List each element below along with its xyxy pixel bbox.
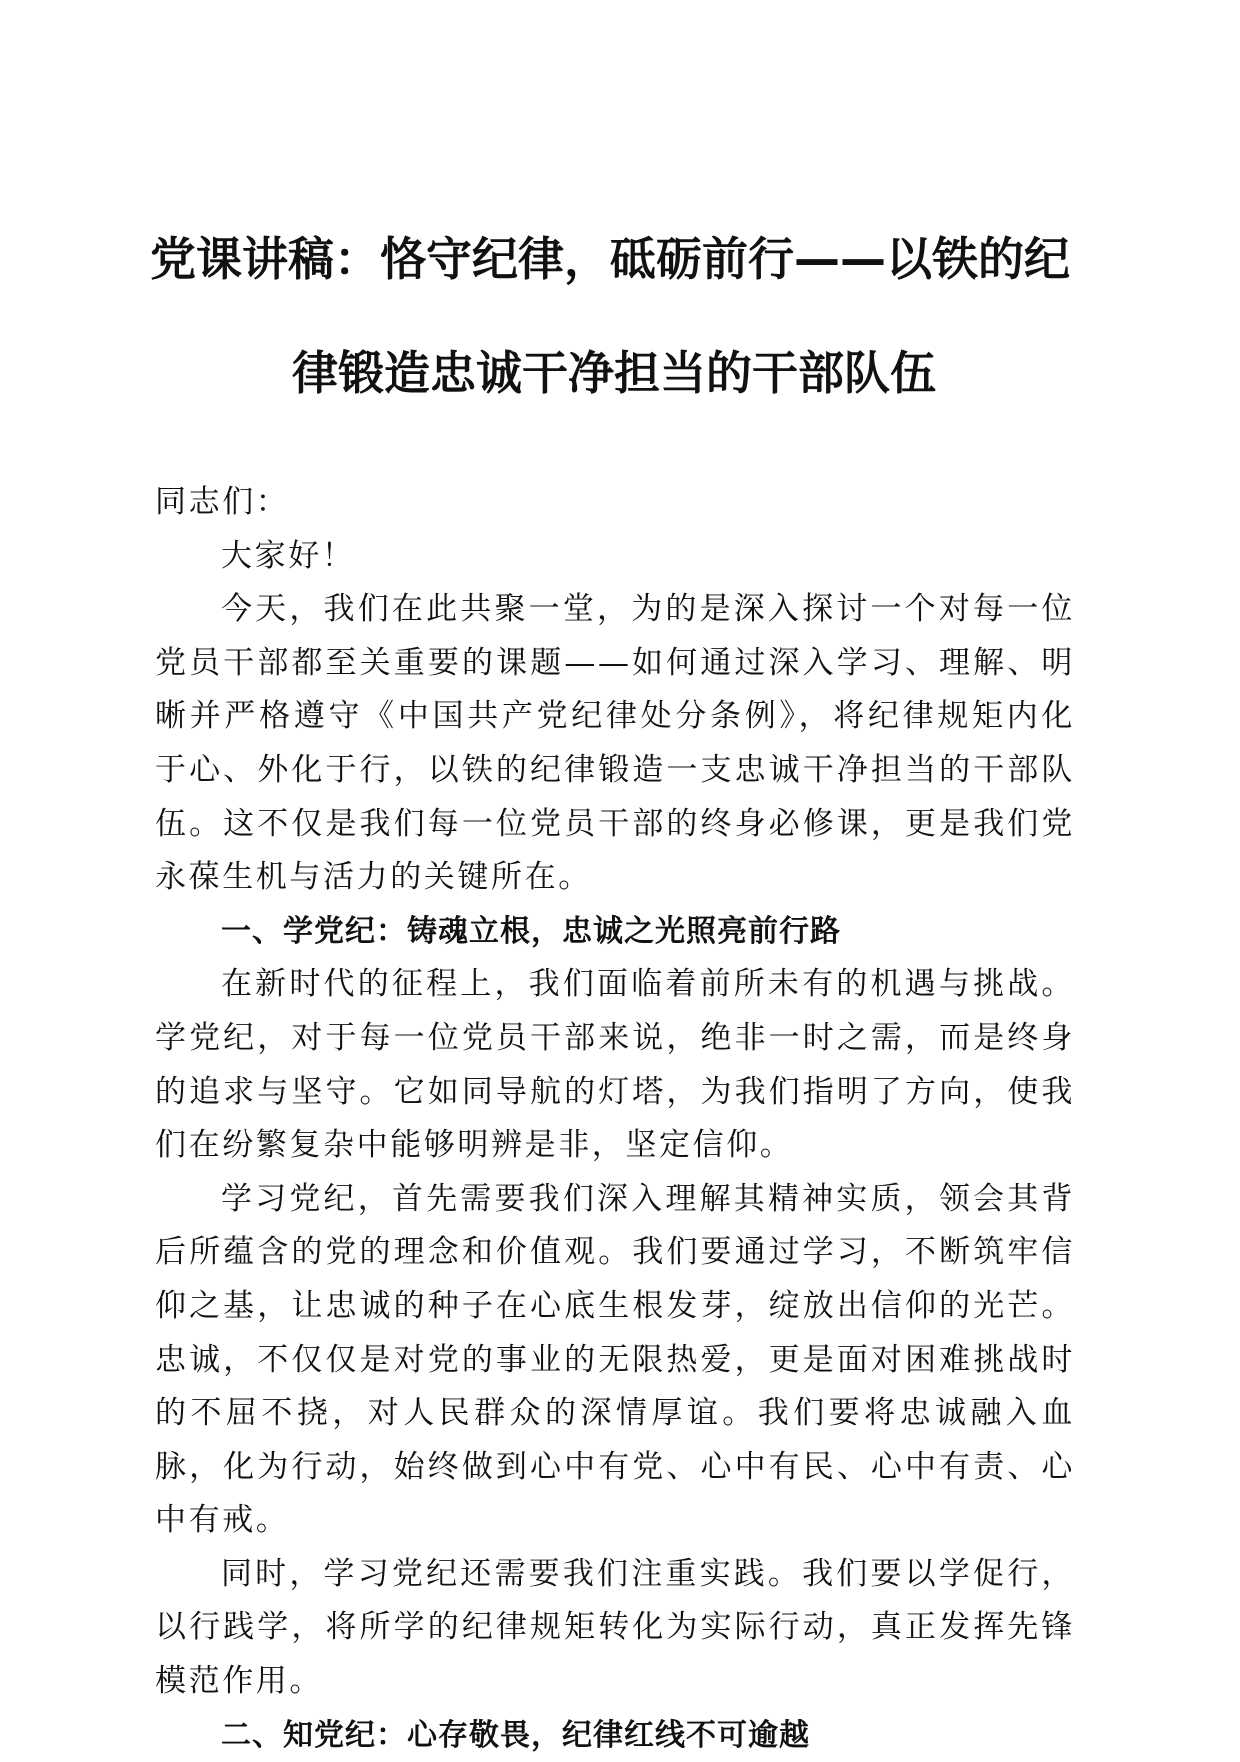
section-1-paragraph-2: 学习党纪，首先需要我们深入理解其精神实质，领会其背后所蕴含的党的理念和价值观。我们要通过学习，不断筑牢信仰之基，让忠诚的种子在心底生根发芽，绽放出信仰的光芒。忠诚，不仅仅是对党的事业的无限热爱，更是面对困难挑战时的不屈不挠，对人民群众的深情厚谊。我们要将忠诚融入血脉，化为行动，始终做到心中有党、心中有民、心中有责、心中有戒。 [155, 1180, 1075, 1539]
document-title-line-1: 党课讲稿：恪守纪律，砥砺前行——以铁的纪 [150, 232, 1070, 286]
section-1-paragraph-1: 在新时代的征程上，我们面临着前所未有的机遇与挑战。学党纪，对于每一位党员干部来说，绝非一时之需，而是终身的追求与坚守。它如同导航的灯塔，为我们指明了方向，使我们在纷繁复杂中能够明辨是非，坚定信仰。 [155, 966, 1075, 1164]
section-2-heading: 二、知党纪：心存敬畏，纪律红线不可逾越 [221, 1717, 810, 1753]
section-1-heading: 一、学党纪：铸魂立根，忠诚之光照亮前行路 [221, 913, 841, 949]
intro-paragraph: 今天，我们在此共聚一堂，为的是深入探讨一个对每一位党员干部都至关重要的课题——如何通过深入学习、理解、明晰并严格遵守《中国共产党纪律处分条例》，将纪律规矩内化于心、外化于行，以铁的纪律锻造一支忠诚干净担当的干部队伍。这不仅是我们每一位党员干部的终身必修课，更是我们党永葆生机与活力的关键所在。 [155, 591, 1075, 896]
document-body [155, 476, 1075, 1762]
section-1-paragraph-3: 同时，学习党纪还需要我们注重实践。我们要以学促行，以行践学，将所学的纪律规矩转化为实际行动，真正发挥先锋模范作用。 [155, 1555, 1075, 1700]
salutation: 同志们： [155, 484, 290, 520]
greeting: 大家好！ [221, 537, 356, 574]
document-title-line-2: 律锻造忠诚干净担当的干部队伍 [292, 346, 936, 400]
